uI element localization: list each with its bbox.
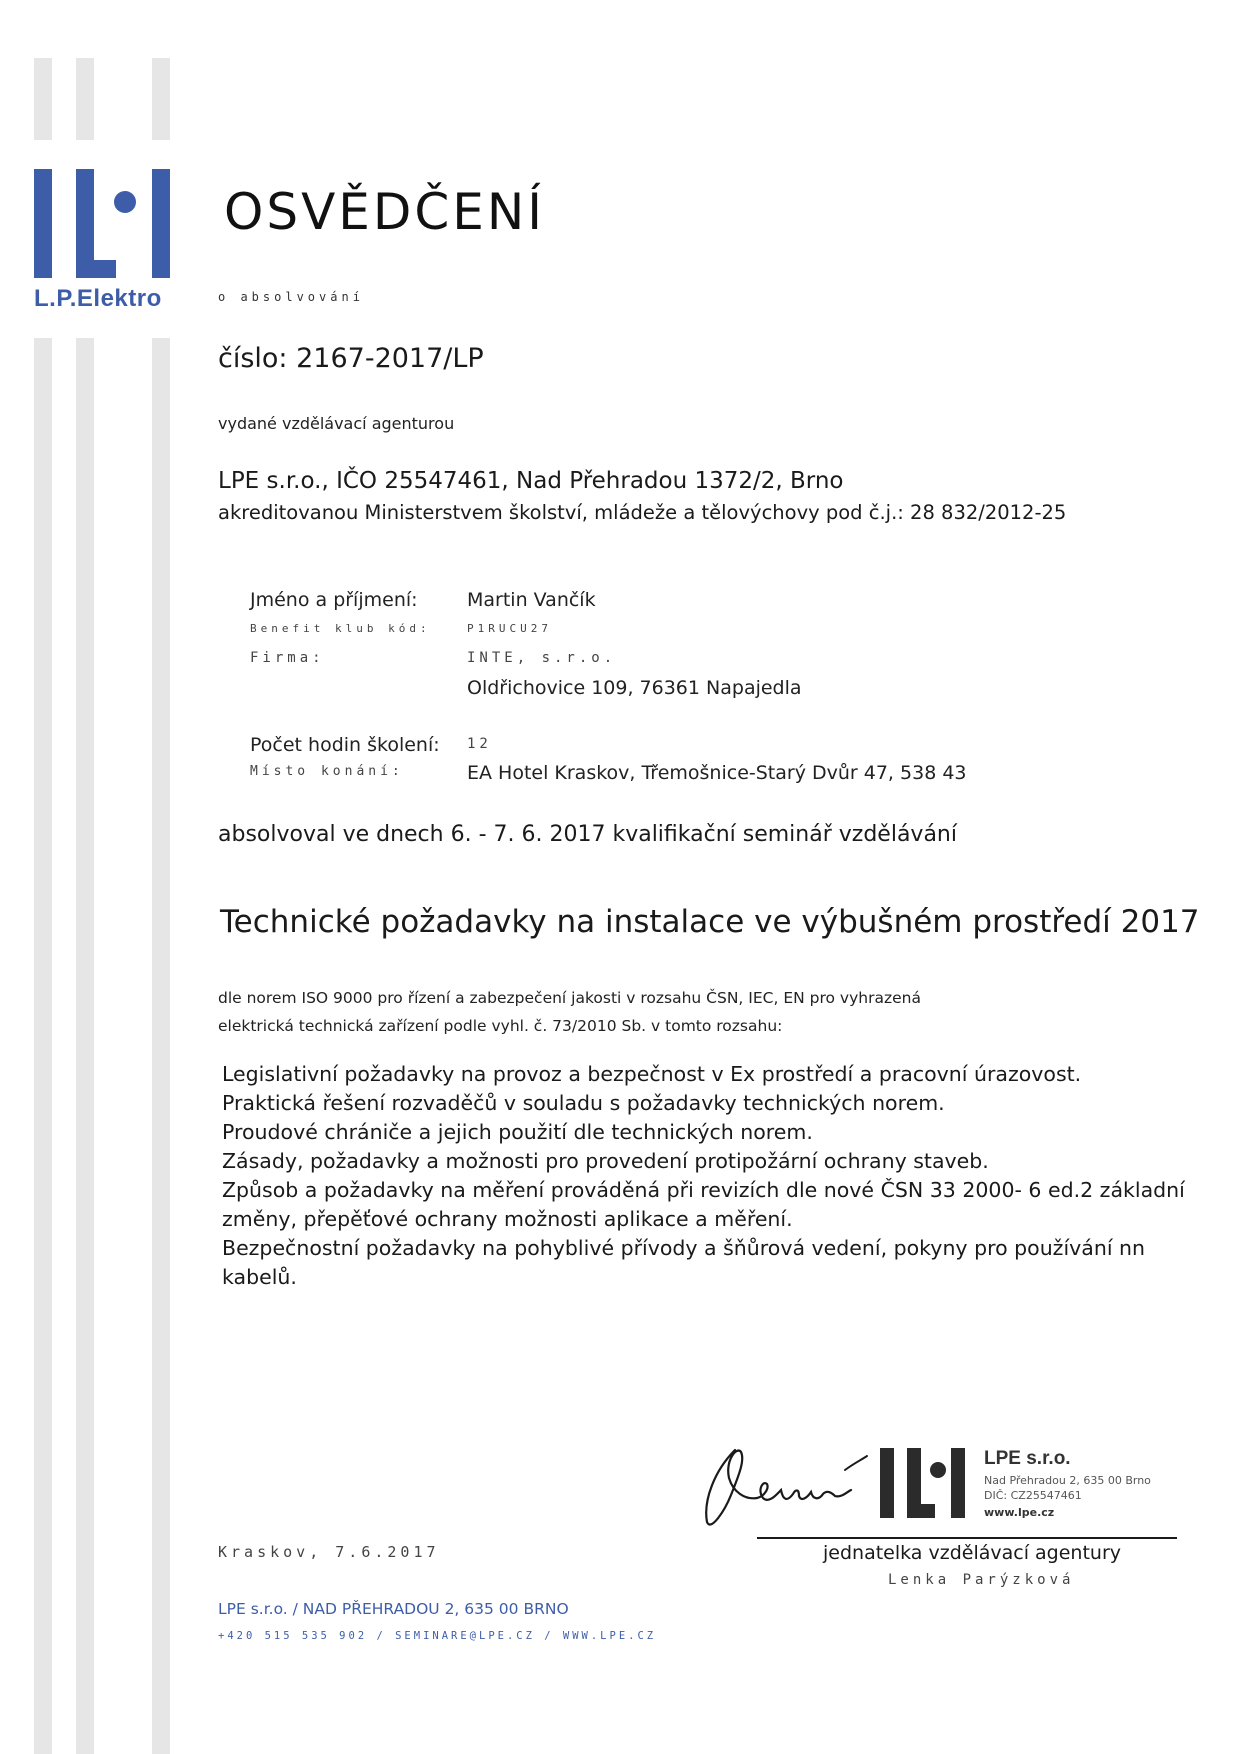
signatory-name: Lenka Parýzková: [888, 1572, 1075, 1588]
topic-item: Proudové chrániče a jejich použití dle technických norem.: [222, 1120, 813, 1144]
topic-item: změny, přepěťové ochrany možnosti aplikace a měření.: [222, 1207, 793, 1231]
place-label: Místo konání:: [250, 764, 404, 779]
topics-list: [222, 1060, 1185, 1292]
stamp-dot: [930, 1462, 946, 1478]
decor-bar-2: [76, 58, 94, 140]
certificate-title: OSVĚDČENÍ: [224, 183, 546, 241]
topic-item: Bezpečnostní požadavky na pohyblivé přívody a šňůrová vedení, pokyny pro používání nn: [222, 1236, 1146, 1260]
scope-line-1: dle norem ISO 9000 pro řízení a zabezpečení jakosti v rozsahu ČSN, IEC, EN pro vyhrazená: [218, 989, 921, 1007]
company-label: Firma:: [250, 650, 325, 666]
certificate-subtitle: o absolvování: [218, 290, 364, 304]
logo-bar-right: [152, 169, 170, 278]
logo-bar-left: [34, 169, 52, 278]
certificate-number: číslo: 2167-2017/LP: [218, 343, 484, 374]
decor-bar-6: [152, 338, 170, 1754]
decor-bar-3: [152, 58, 170, 140]
place-value: EA Hotel Kraskov, Třemošnice-Starý Dvůr 47, 538 43: [467, 762, 967, 784]
stamp-bar-1: [880, 1448, 894, 1518]
issued-by: vydané vzdělávací agenturou: [218, 414, 455, 433]
footer-contact: +420 515 535 902 / SEMINARE@LPE.CZ / WWW.LPE.CZ: [218, 1630, 657, 1642]
signature-line: [757, 1537, 1177, 1539]
topic-item: kabelů.: [222, 1265, 297, 1289]
logo-dot: [114, 191, 136, 213]
scope-line-2: elektrická technická zařízení podle vyhl. č. 73/2010 Sb. v tomto rozsahu:: [218, 1017, 783, 1035]
hours-value: 12: [467, 736, 492, 752]
place-date: Kraskov, 7.6.2017: [218, 1543, 440, 1561]
code-value: P1RUCU27: [467, 622, 552, 635]
stamp-bar-3: [951, 1448, 965, 1518]
code-label: Benefit klub kód:: [250, 622, 431, 635]
topic-item: Praktická řešení rozvaděčů v souladu s požadavky technických norem.: [222, 1091, 945, 1115]
footer-address: LPE s.r.o. / NAD PŘEHRADOU 2, 635 00 BRNO: [218, 1600, 569, 1618]
stamp-company: LPE s.r.o.: [984, 1448, 1071, 1469]
name-value: Martin Vančík: [467, 589, 596, 611]
signatory-role: jednatelka vzdělávací agentury: [823, 1542, 1122, 1564]
completion-text: absolvoval ve dnech 6. - 7. 6. 2017 kvalifikační seminář vzdělávání: [218, 822, 957, 847]
topic-item: Zásady, požadavky a možnosti pro provedení protipožární ochrany staveb.: [222, 1149, 989, 1173]
agency-line: LPE s.r.o., IČO 25547461, Nad Přehradou 1372/2, Brno: [218, 468, 844, 494]
stamp-dic: DIČ: CZ25547461: [984, 1489, 1082, 1502]
accreditation-line: akreditovanou Ministerstvem školství, mládeže a tělovýchovy pod č.j.: 28 832/2012-25: [218, 501, 1067, 524]
decor-bar-1: [34, 58, 52, 140]
decor-bar-4: [34, 338, 52, 1754]
signature-image: [695, 1440, 875, 1530]
topic-item: Legislativní požadavky na provoz a bezpečnost v Ex prostředí a pracovní úrazovost.: [222, 1062, 1082, 1086]
name-label: Jméno a příjmení:: [250, 589, 418, 611]
logo-text: L.P.Elektro: [34, 285, 162, 312]
stamp-bar-2-foot: [907, 1504, 935, 1518]
decor-bar-5: [76, 338, 94, 1754]
stamp-web: www.lpe.cz: [984, 1506, 1055, 1519]
hours-label: Počet hodin školení:: [250, 734, 440, 756]
stamp-address: Nad Přehradou 2, 635 00 Brno: [984, 1474, 1151, 1487]
logo-bar-mid-foot: [76, 260, 116, 278]
company-address: Oldřichovice 109, 76361 Napajedla: [467, 677, 802, 699]
course-title: Technické požadavky na instalace ve výbušném prostředí 2017: [220, 904, 1200, 940]
company-value: INTE, s.r.o.: [467, 650, 617, 666]
topic-item: Způsob a požadavky na měření prováděná při revizích dle nové ČSN 33 2000- 6 ed.2 základní: [222, 1178, 1185, 1202]
